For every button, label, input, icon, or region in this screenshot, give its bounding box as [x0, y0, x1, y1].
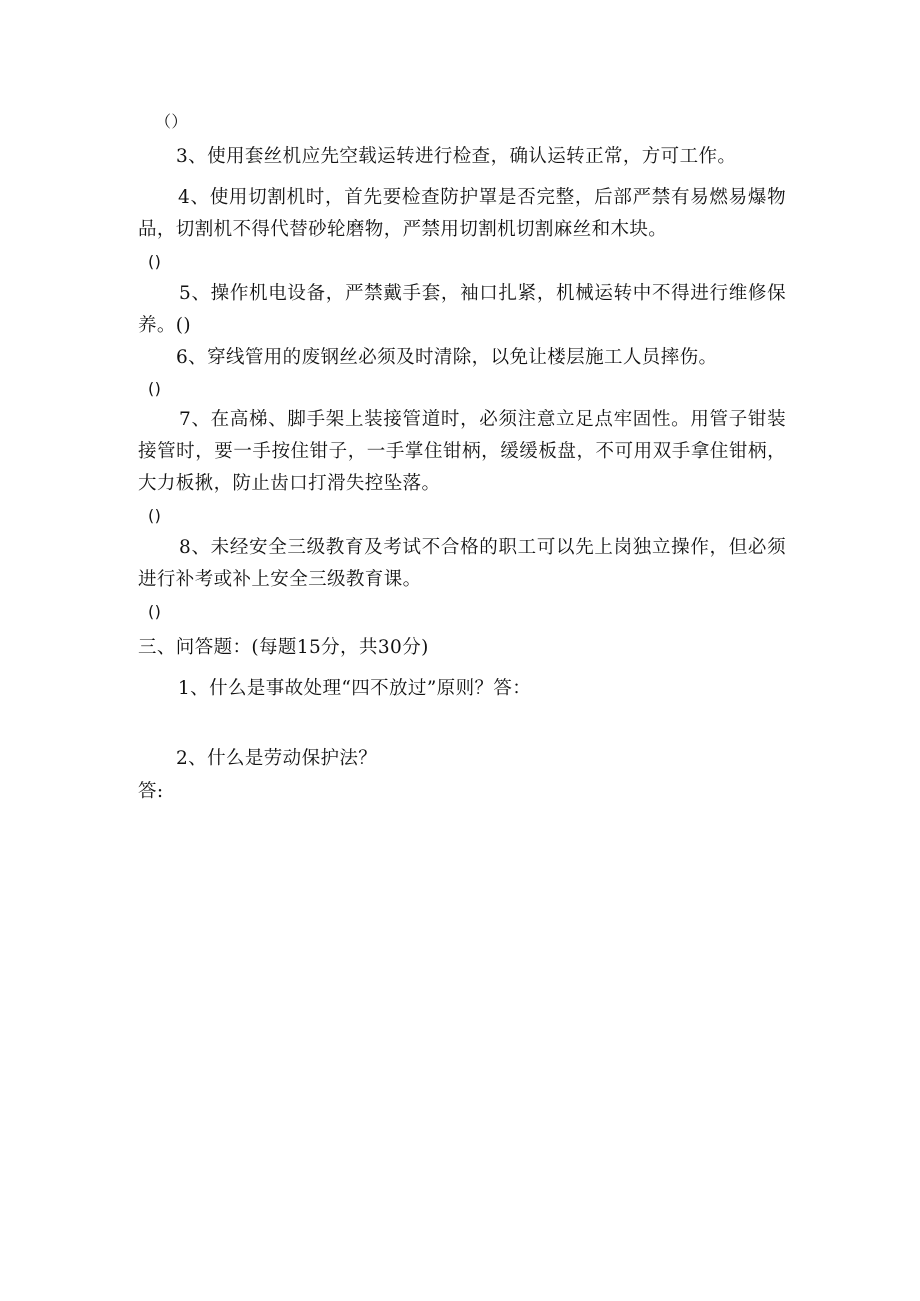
question-4-parentheses: (): [148, 252, 162, 271]
essay-answer-2-label: 答:: [138, 781, 164, 802]
section-3-heading: 三、问答题：(每题15分，共30分): [138, 637, 429, 658]
question-4: 4、使用切割机时，首先要检查防护罩是否完整，后部严禁有易燃易爆物品，切割机不得代替砂轮磨物，严禁用切割机切割麻丝和木块。: [138, 187, 786, 240]
question-8-parentheses: (): [148, 602, 162, 621]
question-3: 3、使用套丝机应先空载运转进行检查，确认运转正常，方可工作。: [176, 146, 737, 167]
question-7-parentheses: (): [148, 506, 162, 525]
question-6: 6、穿线管用的废钢丝必须及时清除，以免让楼层施工人员摔伤。: [176, 347, 718, 368]
essay-question-2: 2、什么是劳动保护法？: [176, 748, 378, 769]
question-6-parentheses: (): [148, 379, 162, 398]
question-5: 5、操作机电设备，严禁戴手套，袖口扎紧，机械运转中不得进行维修保养。(): [138, 283, 786, 336]
question-7: 7、在高梯、脚手架上装接管道时，必须注意立足点牢固性。用管子钳装接管时，要一手按住钳子，一手掌住钳柄，缓缓板盘，不可用双手拿住钳柄，大力板揪，防止齿口打滑失控坠落。: [138, 409, 786, 494]
answer-parentheses: （）: [155, 112, 188, 131]
essay-question-1: 1、什么是事故处理“四不放过”原则？答：: [178, 678, 532, 699]
question-8: 8、未经安全三级教育及考试不合格的职工可以先上岗独立操作，但必须进行补考或补上安全三级教育课。: [138, 537, 786, 590]
